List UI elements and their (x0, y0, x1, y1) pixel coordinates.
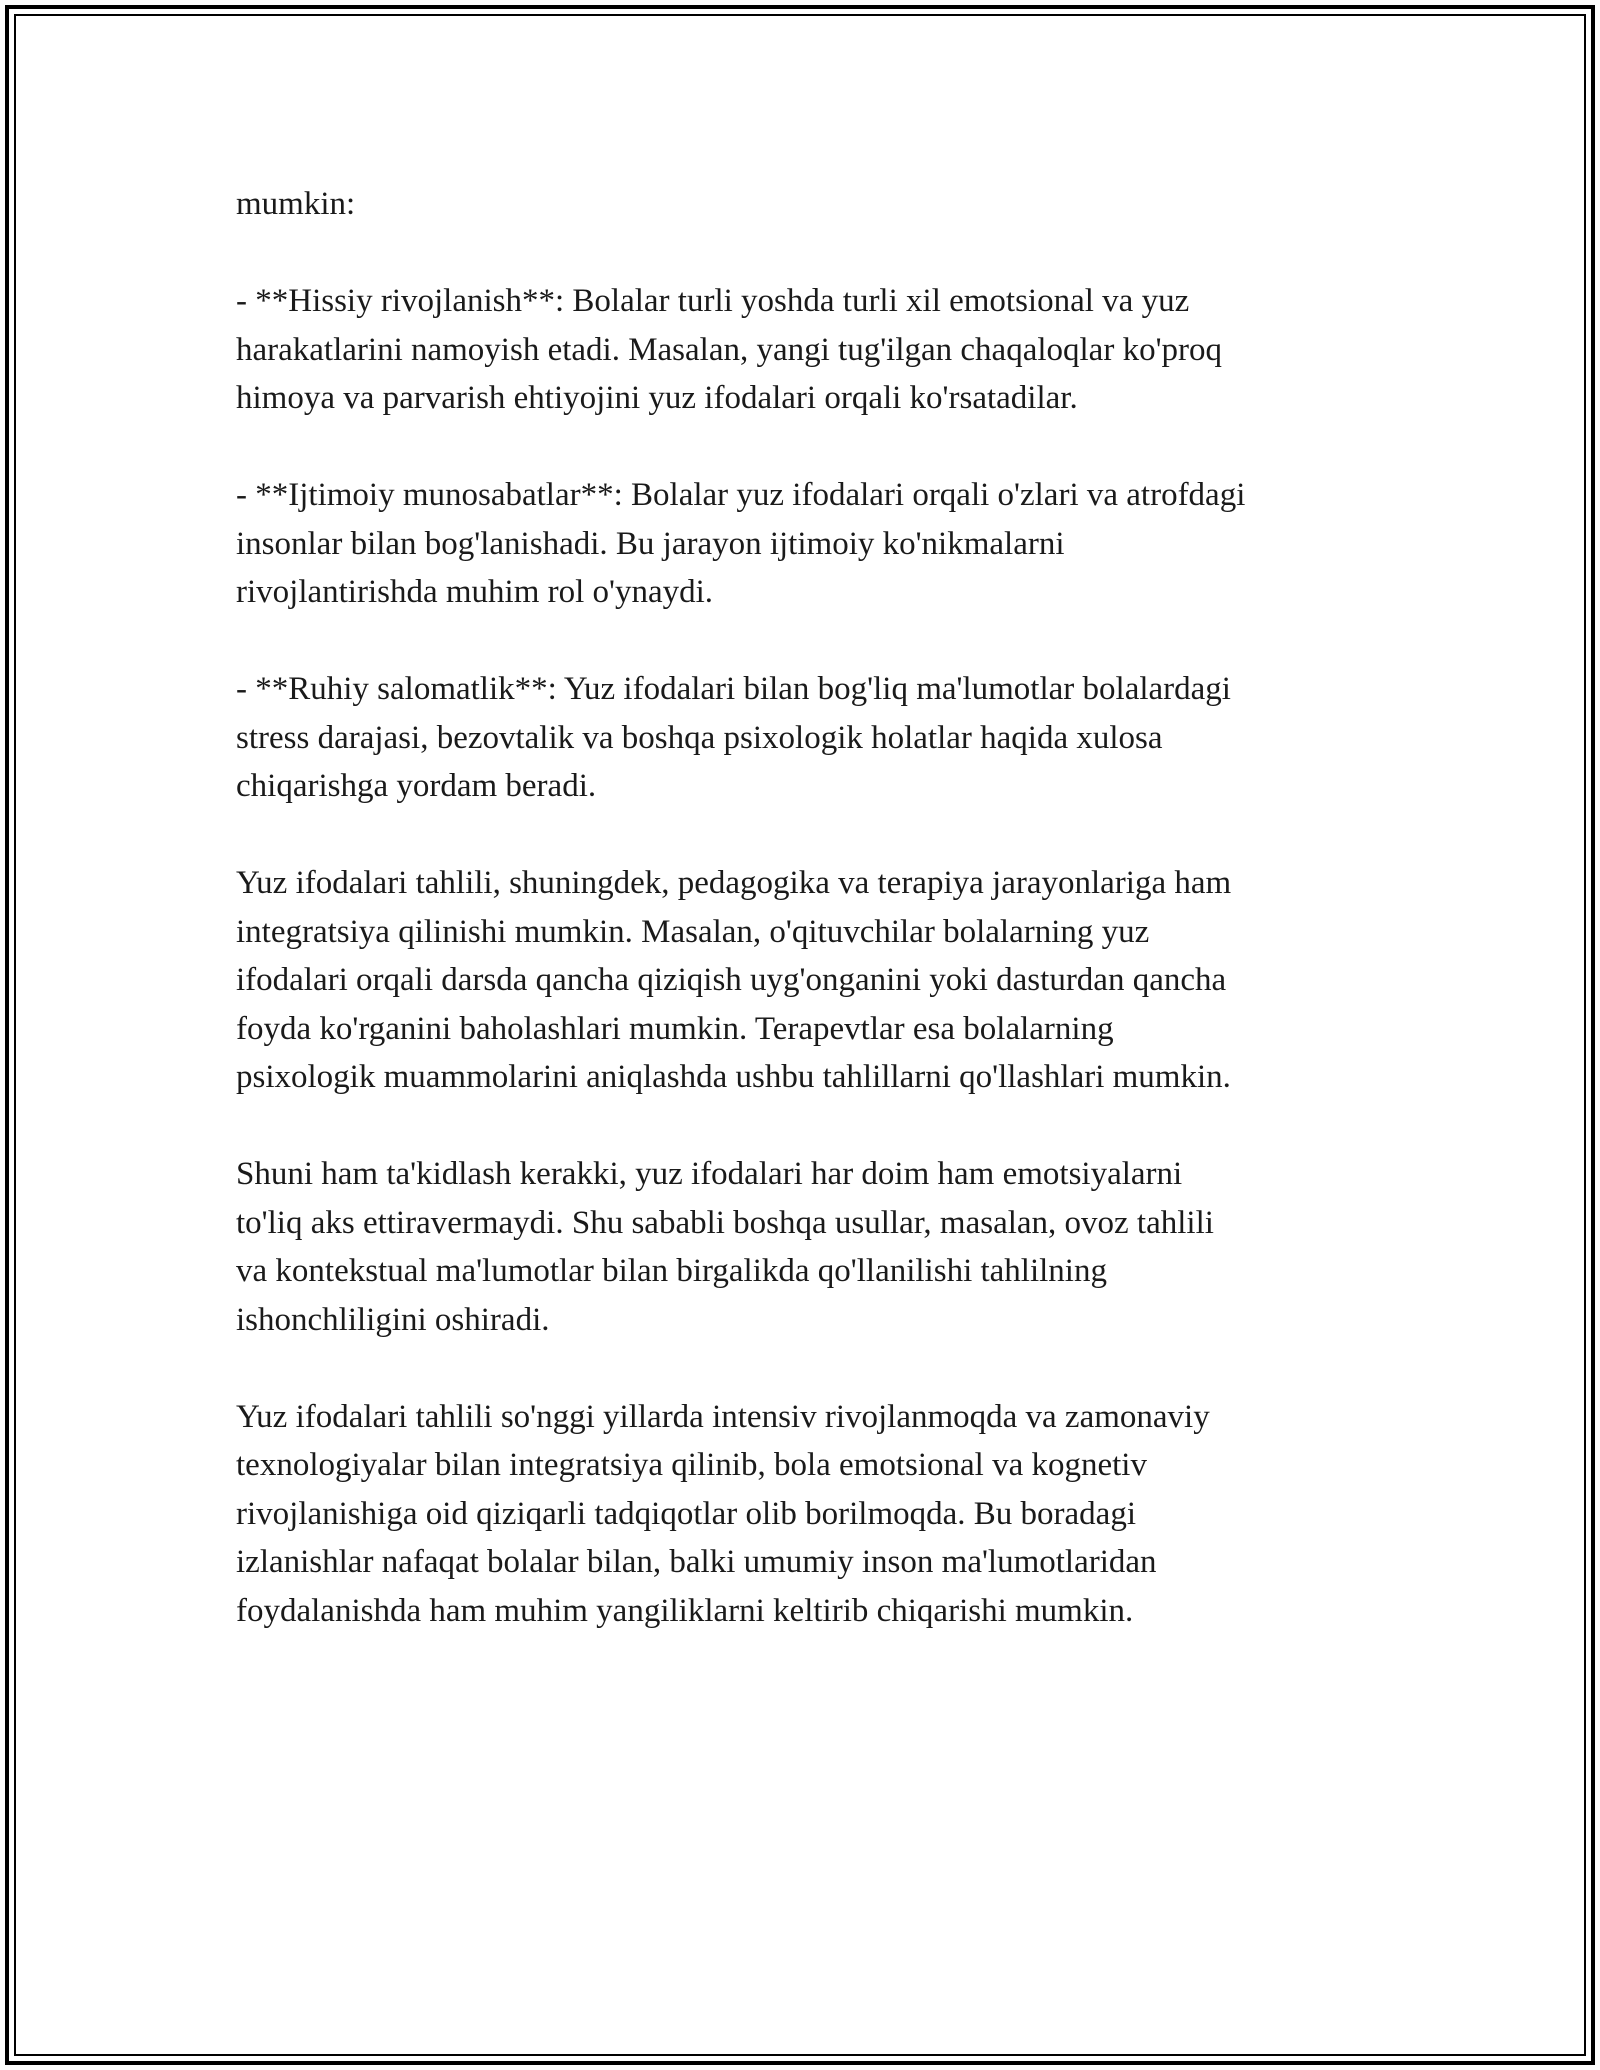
bullet-hissiy-rivojlanish: - **Hissiy rivojlanish**: Bolalar turli yoshda turli xil emotsional va yuz harakatlarini namoyish etadi. Masalan, yangi tug'ilgan chaqaloqlar ko'proq himoya va parvarish ehtiyojini yuz ifodalari orqali ko'rsatadilar. (236, 283, 1223, 416)
paragraph-continuation: mumkin: (236, 186, 356, 222)
paragraph-pedagogika: Yuz ifodalari tahlili, shuningdek, pedagogika va terapiya jarayonlariga ham integratsiya qilinishi mumkin. Masalan, o'qituvchilar bolalarning yuz ifodalari orqali darsda qancha qiziqish uyg'onganini yoki dasturdan qancha foyda ko'rganini baholashlari mumkin. Terapevtlar esa bolalarning psixologik muammolarini aniqlashda ushbu tahlillarni qo'llashlari mumkin. (236, 865, 1232, 1095)
paragraph-cheklovlar: Shuni ham ta'kidlash kerakki, yuz ifodalari har doim ham emotsiyalarni to'liq aks ettiravermaydi. Shu sababli boshqa usullar, masalan, ovoz tahlili va kontekstual ma'lumotlar bilan birgalikda qo'llanilishi tahlilning ishonchliligini oshiradi. (236, 1156, 1214, 1338)
document-body (236, 180, 1366, 1684)
paragraph-xulosa: Yuz ifodalari tahlili so'nggi yillarda intensiv rivojlanmoqda va zamonaviy texnologiyalar bilan integratsiya qilinib, bola emotsional va kognetiv rivojlanishiga oid qiziqarli tadqiqotlar olib borilmoqda. Bu boradagi izlanishlar nafaqat bolalar bilan, balki umumiy inson ma'lumotlaridan foydalanishda ham muhim yangiliklarni keltirib chiqarishi mumkin. (236, 1398, 1210, 1629)
bullet-ijtimoiy-munosabatlar: - **Ijtimoiy munosabatlar**: Bolalar yuz ifodalari orqali o'zlari va atrofdagi insonlar bilan bog'lanishadi. Bu jarayon ijtimoiy ko'nikmalarni rivojlantirishda muhim rol o'ynaydi. (236, 477, 1246, 610)
bullet-ruhiy-salomatlik: - **Ruhiy salomatlik**: Yuz ifodalari bilan bog'liq ma'lumotlar bolalardagi stress darajasi, bezovtalik va boshqa psixologik holatlar haqida xulosa chiqarishga yordam beradi. (236, 671, 1231, 804)
